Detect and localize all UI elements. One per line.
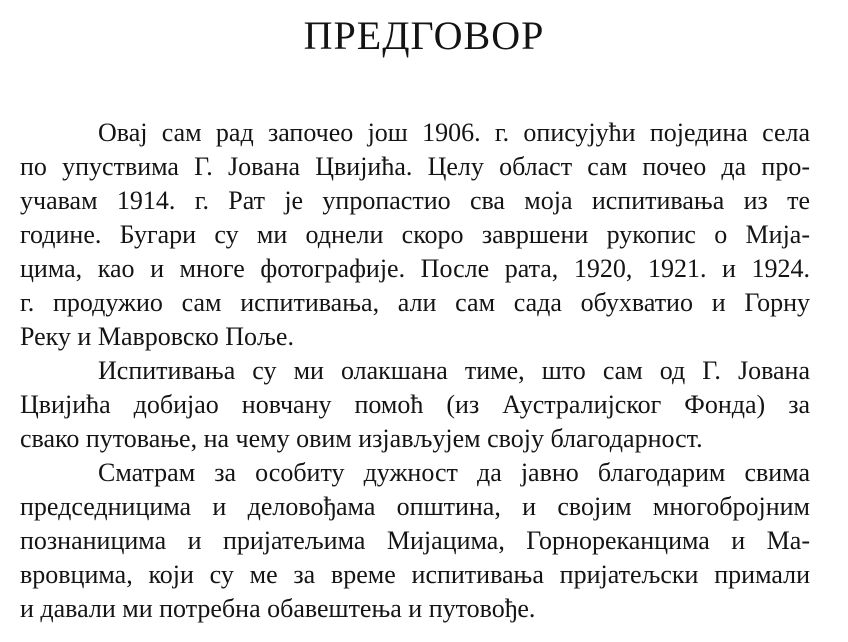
paragraph-2-line-2: Цвијића добијао новчану помоћ (из Аустралијског Фонда) за [20, 390, 810, 419]
paragraph-3-line-4: вровцима, који су ме за време испитивања пријатељски примали [20, 560, 810, 589]
preface-body [20, 116, 810, 626]
paragraph-3-line-5: и давали ми потребна обавештења и путовође. [20, 594, 536, 623]
paragraph-1-line-5: цима, као и многе фотографије. После рата, 1920, 1921. и 1924. [20, 254, 810, 283]
paragraph-1-line-7: Реку и Мавровско Поље. [20, 322, 294, 351]
paragraph-2-line-1: Испитивања су ми олакшана тиме, што сам од Г. Јована [98, 356, 810, 385]
paragraph-2-line-3: свако путовање, на чему овим изјављујем своју благодарност. [20, 424, 703, 453]
paragraph-3-line-3: познаницима и пријатељима Мијацима, Горнореканцима и Ма- [20, 526, 810, 555]
paragraph-1-line-6: г. продужио сам испитивања, али сам сада обухватио и Горну [20, 288, 810, 317]
paragraph-1-line-1: Овај сам рад започео још 1906. г. описујући поједина села [98, 118, 810, 147]
paragraph-3-line-1: Сматрам за особиту дужност да јавно благодарим свима [98, 458, 810, 487]
paragraph-1-line-3: учавам 1914. г. Рат је упропастио сва моја испитивања из те [20, 186, 810, 215]
paragraph-1-line-2: по упуствима Г. Јована Цвијића. Целу област сам почео да про- [20, 152, 810, 181]
page-title: ПРЕДГОВОР [303, 13, 545, 58]
paragraph-3-line-2: председницима и деловођама општина, и својим многобројним [20, 492, 810, 521]
paragraph-1-line-4: године. Бугари су ми однели скоро завршени рукопис о Мија- [20, 220, 810, 249]
